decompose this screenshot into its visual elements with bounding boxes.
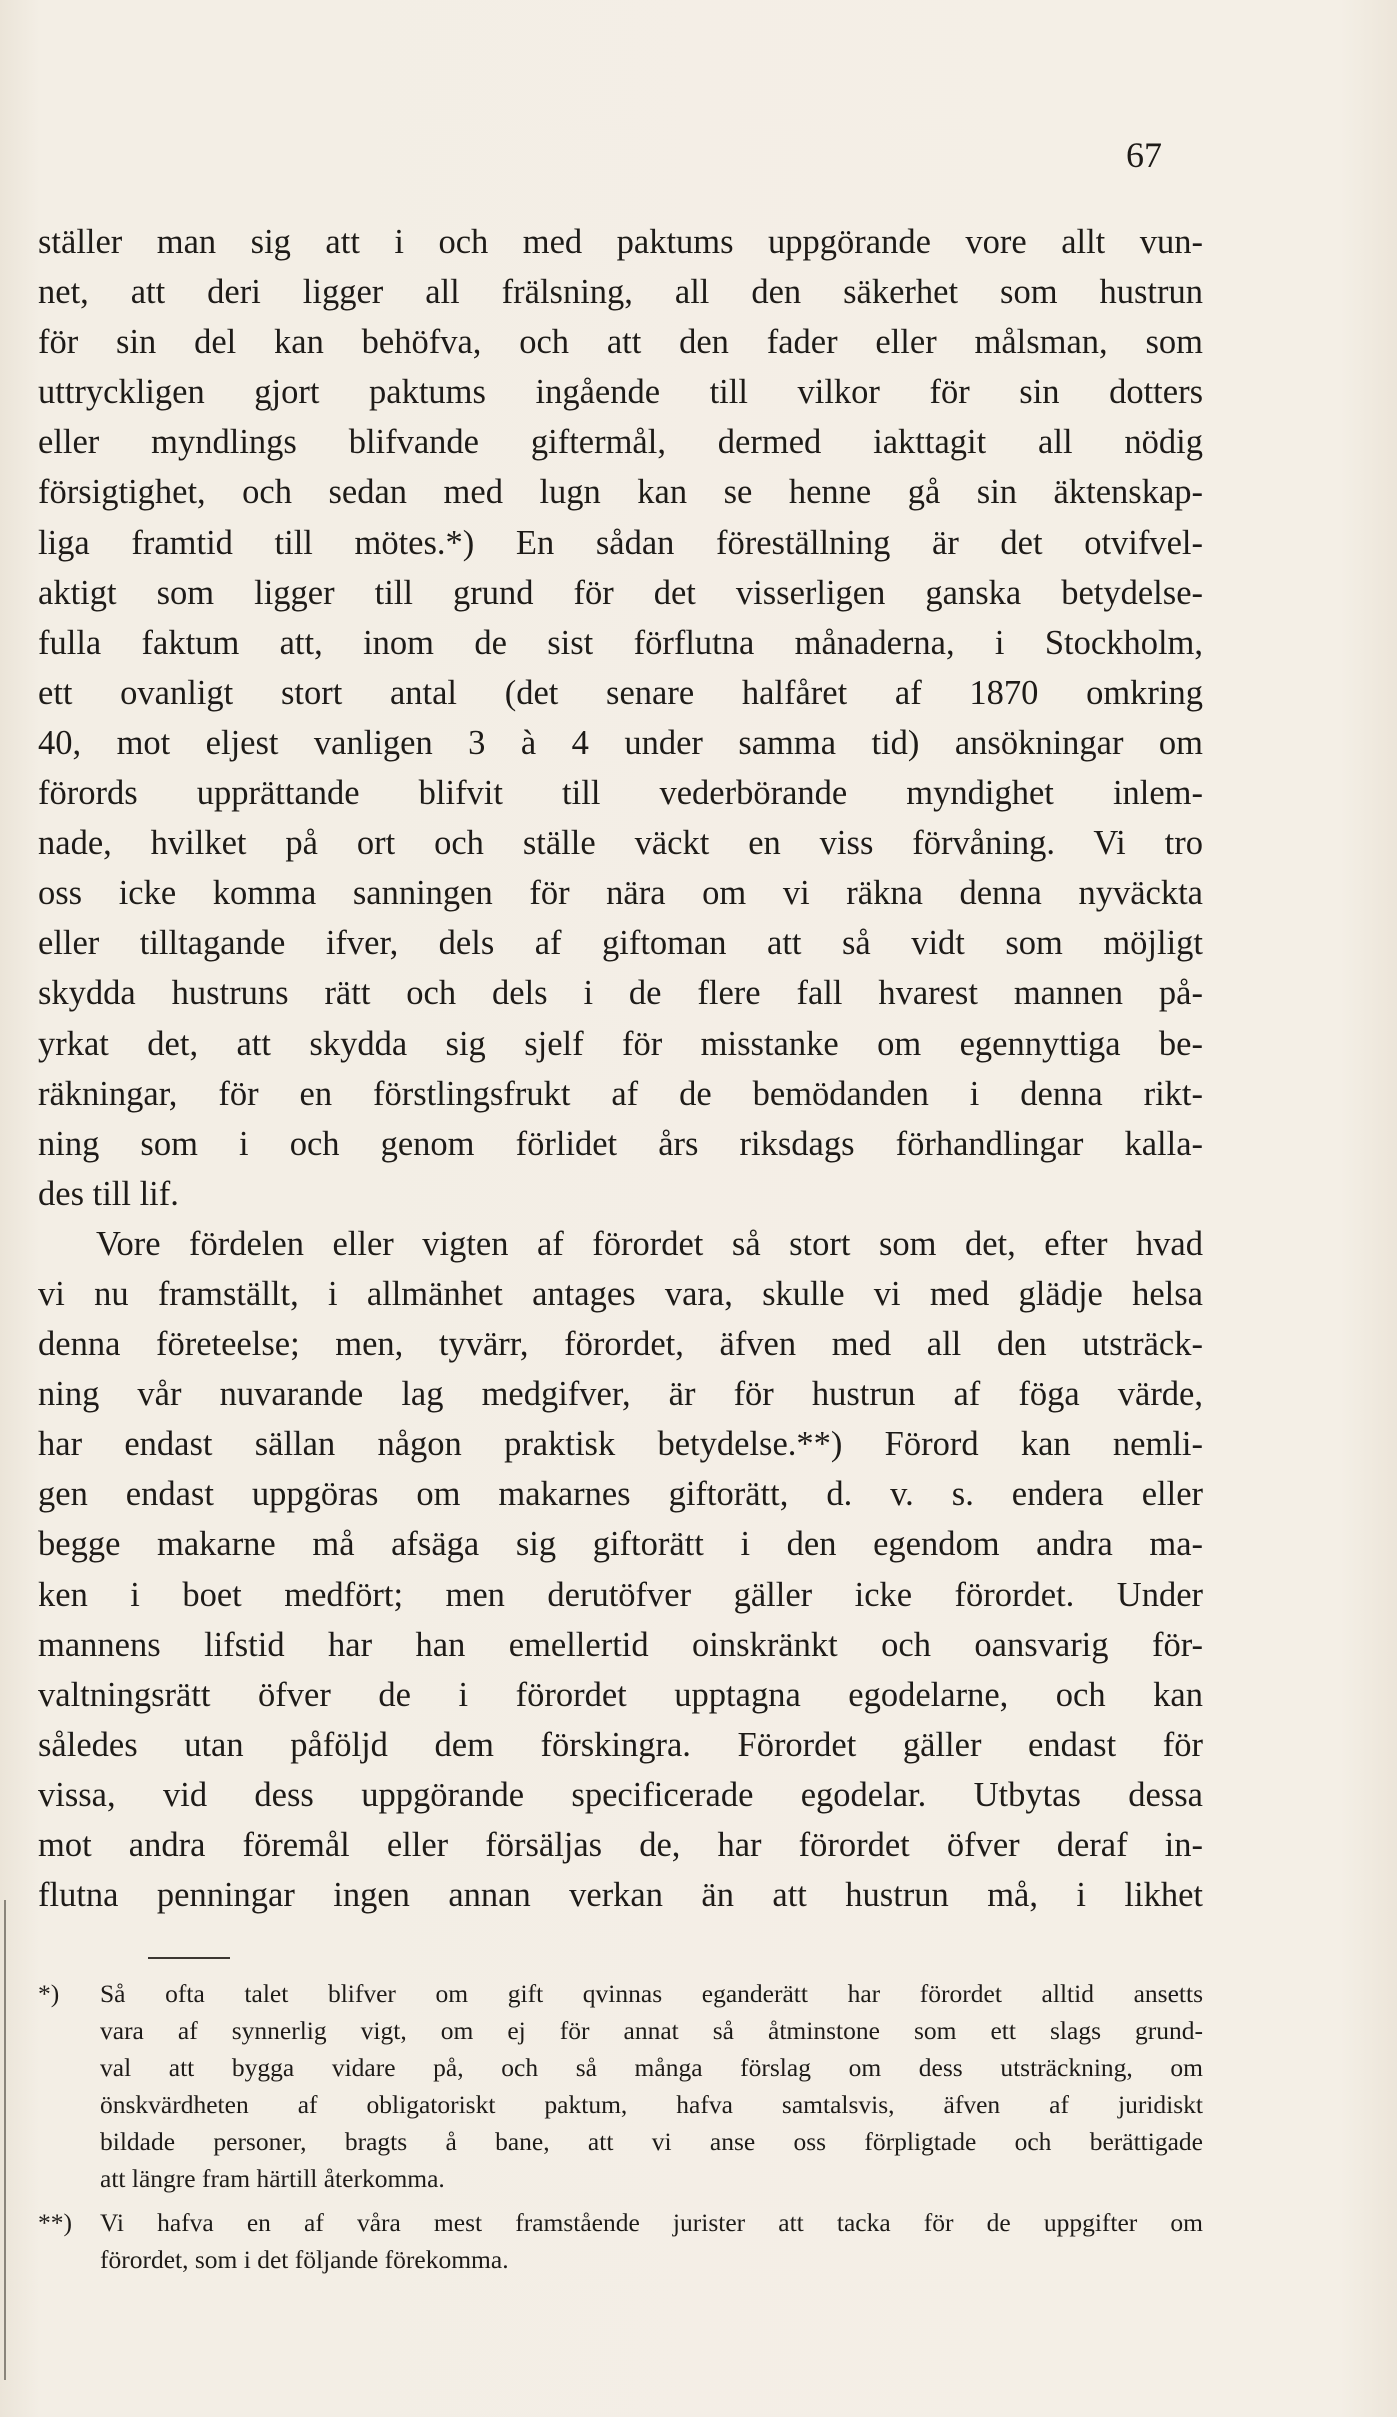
text-line: eller tilltagande ifver, dels af giftoman att så vidt som möjligt: [38, 924, 1203, 963]
paragraph-end-line: des till lif.: [38, 1174, 179, 1213]
footnote-text: Så ofta talet blifver om gift qvinnas eganderätt har förordet alltid ansetts: [100, 1979, 1203, 2008]
footnote-line: [38, 1975, 1203, 2012]
text-line: skydda hustruns rätt och dels i de flere fall hvarest mannen på-: [38, 974, 1203, 1013]
text-line: således utan påföljd dem förskingra. Förordet gäller endast för: [38, 1725, 1203, 1764]
text-line: 40, mot eljest vanligen 3 à 4 under samma tid) ansökningar om: [38, 723, 1203, 762]
text-line: ett ovanligt stort antal (det senare halfåret af 1870 omkring: [38, 673, 1203, 712]
text-line: ken i boet medfört; men derutöfver gäller icke förordet. Under: [38, 1575, 1203, 1614]
text-line: mot andra föremål eller försäljas de, har förordet öfver deraf in-: [38, 1826, 1203, 1864]
text-line: har endast sällan någon praktisk betydelse.**) Förord kan nemli-: [38, 1425, 1203, 1464]
text-line: nade, hvilket på ort och ställe väckt en viss förvåning. Vi tro: [38, 824, 1203, 863]
footnotes: [38, 1975, 1203, 2278]
text-line: ställer man sig att i och med paktums uppgörande vore allt vun-: [38, 223, 1203, 261]
text-line: net, att deri ligger all frälsning, all den säkerhet som hustrun: [38, 273, 1203, 312]
text-line: uttryckligen gjort paktums ingående till vilkor för sin dotters: [38, 373, 1203, 412]
text-line: valtningsrätt öfver de i förordet upptagna egodelarne, och kan: [38, 1675, 1203, 1714]
footnote-line: att längre fram härtill återkomma.: [100, 2164, 445, 2194]
footnote-separator: [148, 1957, 230, 1959]
text-line: vi nu framställt, i allmänhet antages vara, skulle vi med glädje helsa: [38, 1274, 1203, 1313]
text-line: ning vår nuvarande lag medgifver, är för hustrun af föga värde,: [38, 1375, 1203, 1414]
text-line: flutna penningar ingen annan verkan än att hustrun må, i likhet: [38, 1876, 1203, 1915]
text-line: fulla faktum att, inom de sist förflutna månaderna, i Stockholm,: [38, 623, 1203, 662]
footnote-line: förordet, som i det följande förekomma.: [100, 2244, 509, 2274]
footnote-marker: **): [38, 2207, 72, 2237]
paragraph-start-line: Vore fördelen eller vigten af förordet så stort som det, efter hvad: [96, 1224, 1203, 1263]
text-line: försigtighet, och sedan med lugn kan se henne gå sin äktenskap-: [38, 473, 1203, 512]
text-line: oss icke komma sanningen för nära om vi räkna denna nyväckta: [38, 874, 1203, 913]
footnote-line: önskvärdheten af obligatoriskt paktum, hafva samtalsvis, äfven af juridiskt: [100, 2090, 1203, 2120]
text-line: begge makarne må afsäga sig giftorätt i den egendom andra ma-: [38, 1525, 1203, 1564]
footnote-text: Vi hafva en af våra mest framstående jurister att tacka för de uppgifter om: [100, 2207, 1203, 2237]
footnote-line: vara af synnerlig vigt, om ej för annat så åtminstone som ett slags grund-: [100, 2016, 1203, 2046]
text-line: ning som i och genom förlidet års riksdags förhandlingar kalla-: [38, 1124, 1203, 1163]
text-line: räkningar, för en förstlingsfrukt af de bemödanden i denna rikt-: [38, 1074, 1203, 1113]
page-number: 67: [1126, 135, 1162, 175]
text-line: yrkat det, att skydda sig sjelf för misstanke om egennyttiga be-: [38, 1024, 1203, 1063]
footnote-marker: *): [38, 1979, 60, 2008]
text-line: aktigt som ligger till grund för det visserligen ganska betydelse-: [38, 573, 1203, 612]
footnote-line: val att bygga vidare på, och så många förslag om dess utsträckning, om: [100, 2053, 1203, 2083]
footnote-2: [38, 2204, 1203, 2278]
footnote-1: [38, 1975, 1203, 2198]
text-line: eller myndlings blifvande giftermål, dermed iakttagit all nödig: [38, 423, 1203, 462]
text-line: gen endast uppgöras om makarnes giftorätt, d. v. s. endera eller: [38, 1475, 1203, 1514]
text-line: denna företeelse; men, tyvärr, förordet, äfven med all den utsträck-: [38, 1325, 1203, 1364]
text-line: liga framtid till mötes.*) En sådan föreställning är det otvifvel-: [38, 523, 1203, 562]
text-line: mannens lifstid har han emellertid oinskränkt och oansvarig för-: [38, 1625, 1203, 1664]
footnote-line: bildade personer, bragts å bane, att vi anse oss förpligtade och berättigade: [100, 2127, 1203, 2157]
text-line: för sin del kan behöfva, och att den fader eller målsman, som: [38, 323, 1203, 362]
text-line: vissa, vid dess uppgörande specificerade egodelar. Utbytas dessa: [38, 1775, 1203, 1814]
text-line: förords upprättande blifvit till vederbörande myndighet inlem-: [38, 774, 1203, 813]
page-edge-shadow: [4, 1900, 6, 2380]
body-text: [38, 217, 1203, 1920]
footnote-line: [38, 2204, 1203, 2241]
